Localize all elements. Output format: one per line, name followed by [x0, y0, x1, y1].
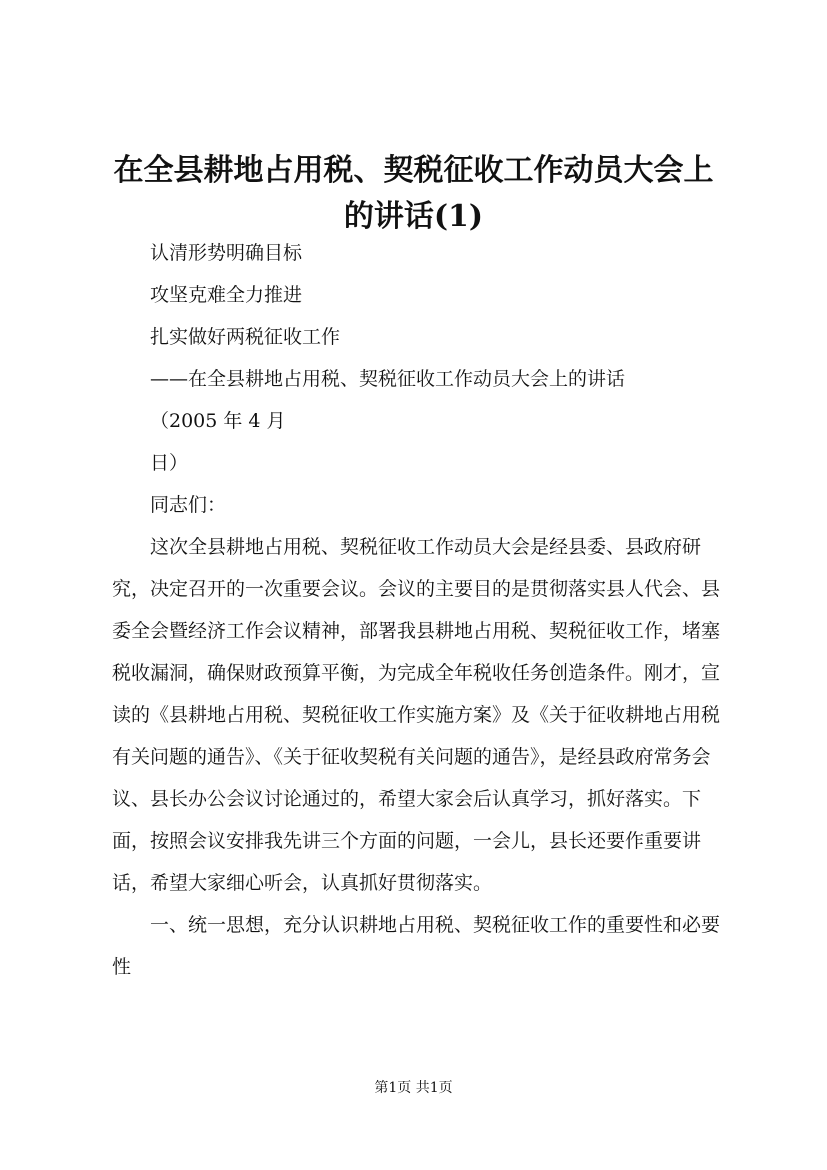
document-title [0, 148, 827, 240]
document-body [112, 232, 720, 988]
subtitle-3: 扎实做好两税征收工作 [150, 326, 341, 348]
page-indicator: 第1页 共1页 [374, 1080, 453, 1096]
title-line-1: 在全县耕地占用税、契税征收工作动员大会上 [113, 153, 714, 188]
title-line-2: 的讲话(1) [343, 199, 484, 234]
salutation: 同志们： [150, 494, 227, 516]
page-footer [0, 1077, 827, 1097]
byline: ——在全县耕地占用税、契税征收工作动员大会上的讲话 [150, 368, 626, 390]
paragraph-1: 这次全县耕地占用税、契税征收工作动员大会是经县委、县政府研究，决定召开的一次重要会议。会议的主要目的是贯彻落实县人代会、县委全会暨经济工作会议精神，部署我县耕地占用税、契税征收工作，堵塞税收漏洞，确保财政预算平衡，为完成全年税收任务创造条件。刚才，宣读的《县耕地占用税、契税征收工作实施方案》及《关于征收耕地占用税有关问题的通告》、《关于征收契税有关问题的通告》，是经县政府常务会议、县长办公会议讨论通过的，希望大家会后认真学习，抓好落实。下面，按照会议安排我先讲三个方面的问题，一会儿，县长还要作重要讲话，希望大家细心听会，认真抓好贯彻落实。 [112, 536, 721, 894]
subtitle-1: 认清形势明确目标 [150, 242, 303, 264]
date-line-1: （2005 年 4 月 [150, 410, 286, 432]
section-1-heading: 一、统一思想，充分认识耕地占用税、契税征收工作的重要性和必要性 [112, 914, 721, 978]
subtitle-2: 攻坚克难全力推进 [150, 284, 303, 306]
date-line-2: 日） [150, 452, 189, 474]
